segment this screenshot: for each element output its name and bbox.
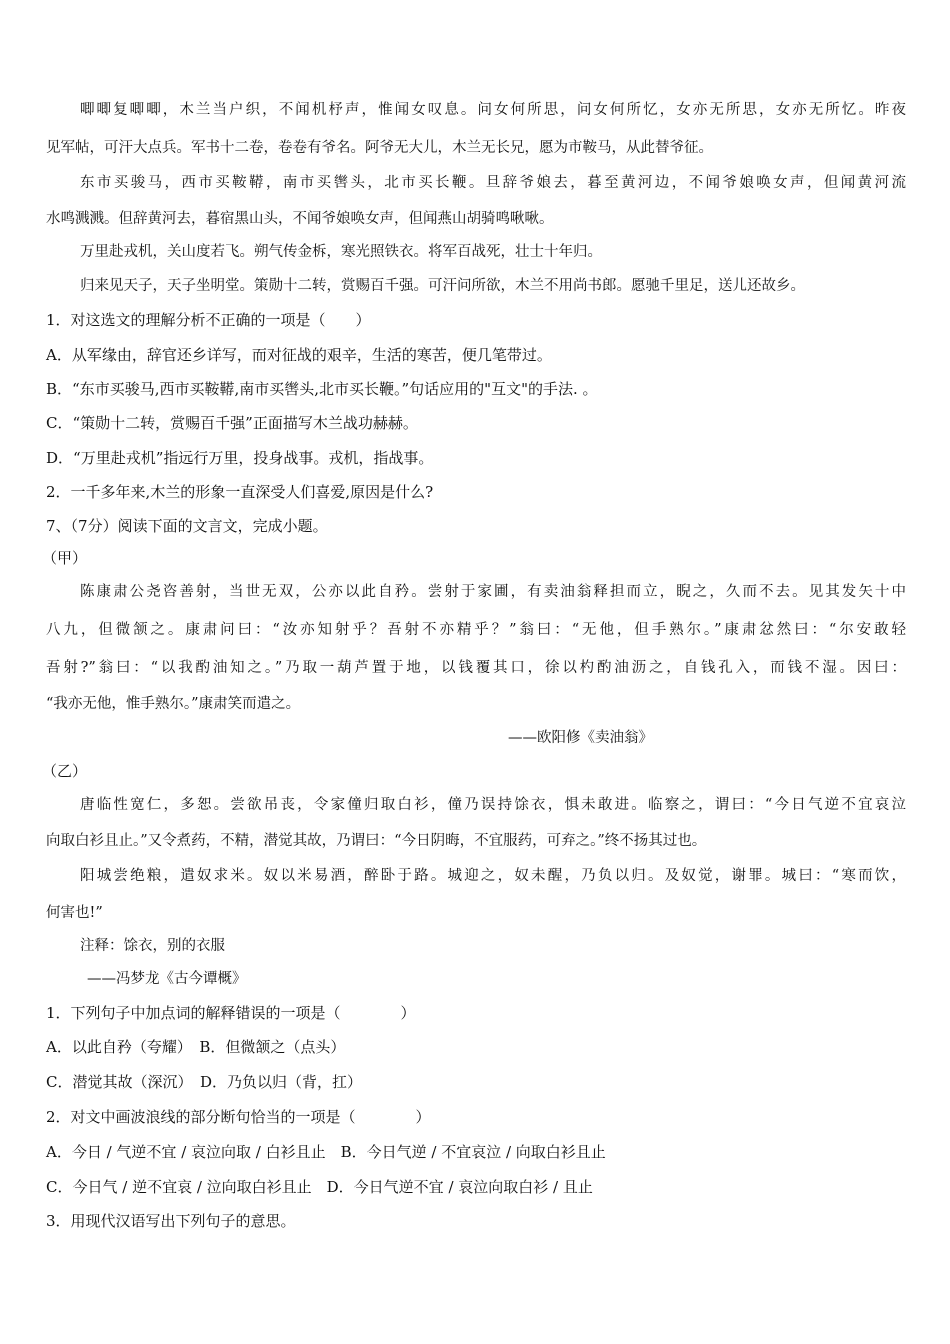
options-7-2-cd: C．今日气 / 逆不宜哀 / 泣向取白衫且止 D．今日气逆不宜 / 哀泣向取白衫 / 且止 <box>46 1178 593 1196</box>
passage-yi-paragraph-1-line-1: 唐临性宽仁，多恕。尝欲吊丧，令家僮归取白衫，僮乃误持馀衣，惧未敢进。临察之，谓曰：“今日气逆不宜哀泣 <box>80 797 906 813</box>
poem-paragraph-3: 万里赴戎机，关山度若飞。朔气传金柝，寒光照铁衣。将军百战死，壮士十年归。 <box>80 244 602 260</box>
poem-paragraph-4: 归来见天子，天子坐明堂。策勋十二转，赏赐百千强。可汗问所欲，木兰不用尚书郎。愿驰千里足，送儿还故乡。 <box>80 278 805 294</box>
question-7-title: 7、（7分）阅读下面的文言文，完成小题。 <box>46 517 328 535</box>
passage-jia-label: （甲） <box>42 549 88 567</box>
options-7-2-ab: A．今日 / 气逆不宜 / 哀泣向取 / 白衫且止 B．今日气逆 / 不宜哀泣 / 向取白衫且止 <box>46 1143 606 1161</box>
passage-jia-line-1: 陈康肃公尧咨善射，当世无双，公亦以此自矜。尝射于家圃，有卖油翁释担而立，睨之，久而不去。见其发矢十中 <box>80 584 906 600</box>
question-2: 2．一千多年来,木兰的形象一直深受人们喜爱,原因是什么? <box>46 483 434 501</box>
passage-yi-paragraph-2-line-1: 阳城尝绝粮，遣奴求米。奴以米易酒，醉卧于路。城迎之，奴未醒，乃负以归。及奴觉，谢罪。城曰：“寒而饮， <box>80 868 906 884</box>
passage-jia-line-2: 八九，但微颔之。康肃问曰：“汝亦知射乎？吾射不亦精乎？”翁曰：“无他，但手熟尔。”康肃忿然曰：“尔安敢轻 <box>46 622 906 638</box>
option-a: A．从军缘由，辞官还乡详写，而对征战的艰辛，生活的寒苦，便几笔带过。 <box>46 346 552 364</box>
question-1: 1．对这选文的理解分析不正确的一项是（ ） <box>46 311 371 329</box>
options-7-1-ab: A．以此自矜（夸耀） B．但微颔之（点头） <box>46 1038 346 1056</box>
passage-jia-source: ——欧阳修《卖油翁》 <box>508 730 653 746</box>
passage-yi-paragraph-2-line-2: 何害也!” <box>46 905 103 921</box>
passage-jia-line-3: 吾射?”翁曰：“以我酌油知之。”乃取一葫芦置于地，以钱覆其口，徐以杓酌油沥之，自钱孔入，而钱不湿。因曰： <box>46 660 906 676</box>
passage-yi-label: （乙） <box>42 762 88 780</box>
passage-yi-note: 注释：馀衣，别的衣服 <box>80 938 225 954</box>
poem-paragraph-2-line-2: 水鸣溅溅。但辞黄河去，暮宿黑山头，不闻爷娘唤女声，但闻燕山胡骑鸣啾啾。 <box>46 211 554 227</box>
passage-jia-line-4: “我亦无他，惟手熟尔。”康肃笑而遣之。 <box>46 696 301 712</box>
question-7-2: 2．对文中画波浪线的部分断句恰当的一项是（ ） <box>46 1108 431 1126</box>
passage-yi-paragraph-1-line-2: 向取白衫且止。”又令煮药，不精，潜觉其故，乃谓曰：“今日阴晦，不宜服药，可弃之。”终不扬其过也。 <box>46 833 707 849</box>
option-d: D．“万里赴戎机”指远行万里，投身战事。戎机，指战事。 <box>46 449 434 467</box>
option-b: B．“东市买骏马,西市买鞍鞯,南市买辔头,北市买长鞭。”句话应用的"互文"的手法. 。 <box>46 380 598 398</box>
option-c: C．“策勋十二转，赏赐百千强”正面描写木兰战功赫赫。 <box>46 414 418 432</box>
poem-paragraph-1-line-2: 见军帖，可汗大点兵。军书十二卷，卷卷有爷名。阿爷无大儿，木兰无长兄，愿为市鞍马，从此替爷征。 <box>46 140 713 156</box>
poem-paragraph-1-line-1: 唧唧复唧唧，木兰当户织，不闻机杼声，惟闻女叹息。问女何所思，问女何所忆，女亦无所思，女亦无所忆。昨夜 <box>80 102 906 118</box>
passage-yi-source: ——冯梦龙《古今谭概》 <box>87 971 247 987</box>
options-7-1-cd: C．潜觉其故（深沉） D．乃负以归（背，扛） <box>46 1073 363 1091</box>
poem-paragraph-2-line-1: 东市买骏马，西市买鞍鞯，南市买辔头，北市买长鞭。旦辞爷娘去，暮至黄河边，不闻爷娘唤女声，但闻黄河流 <box>80 175 906 191</box>
question-7-3: 3．用现代汉语写出下列句子的意思。 <box>46 1212 296 1230</box>
question-7-1: 1．下列句子中加点词的解释错误的一项是（ ） <box>46 1004 416 1022</box>
